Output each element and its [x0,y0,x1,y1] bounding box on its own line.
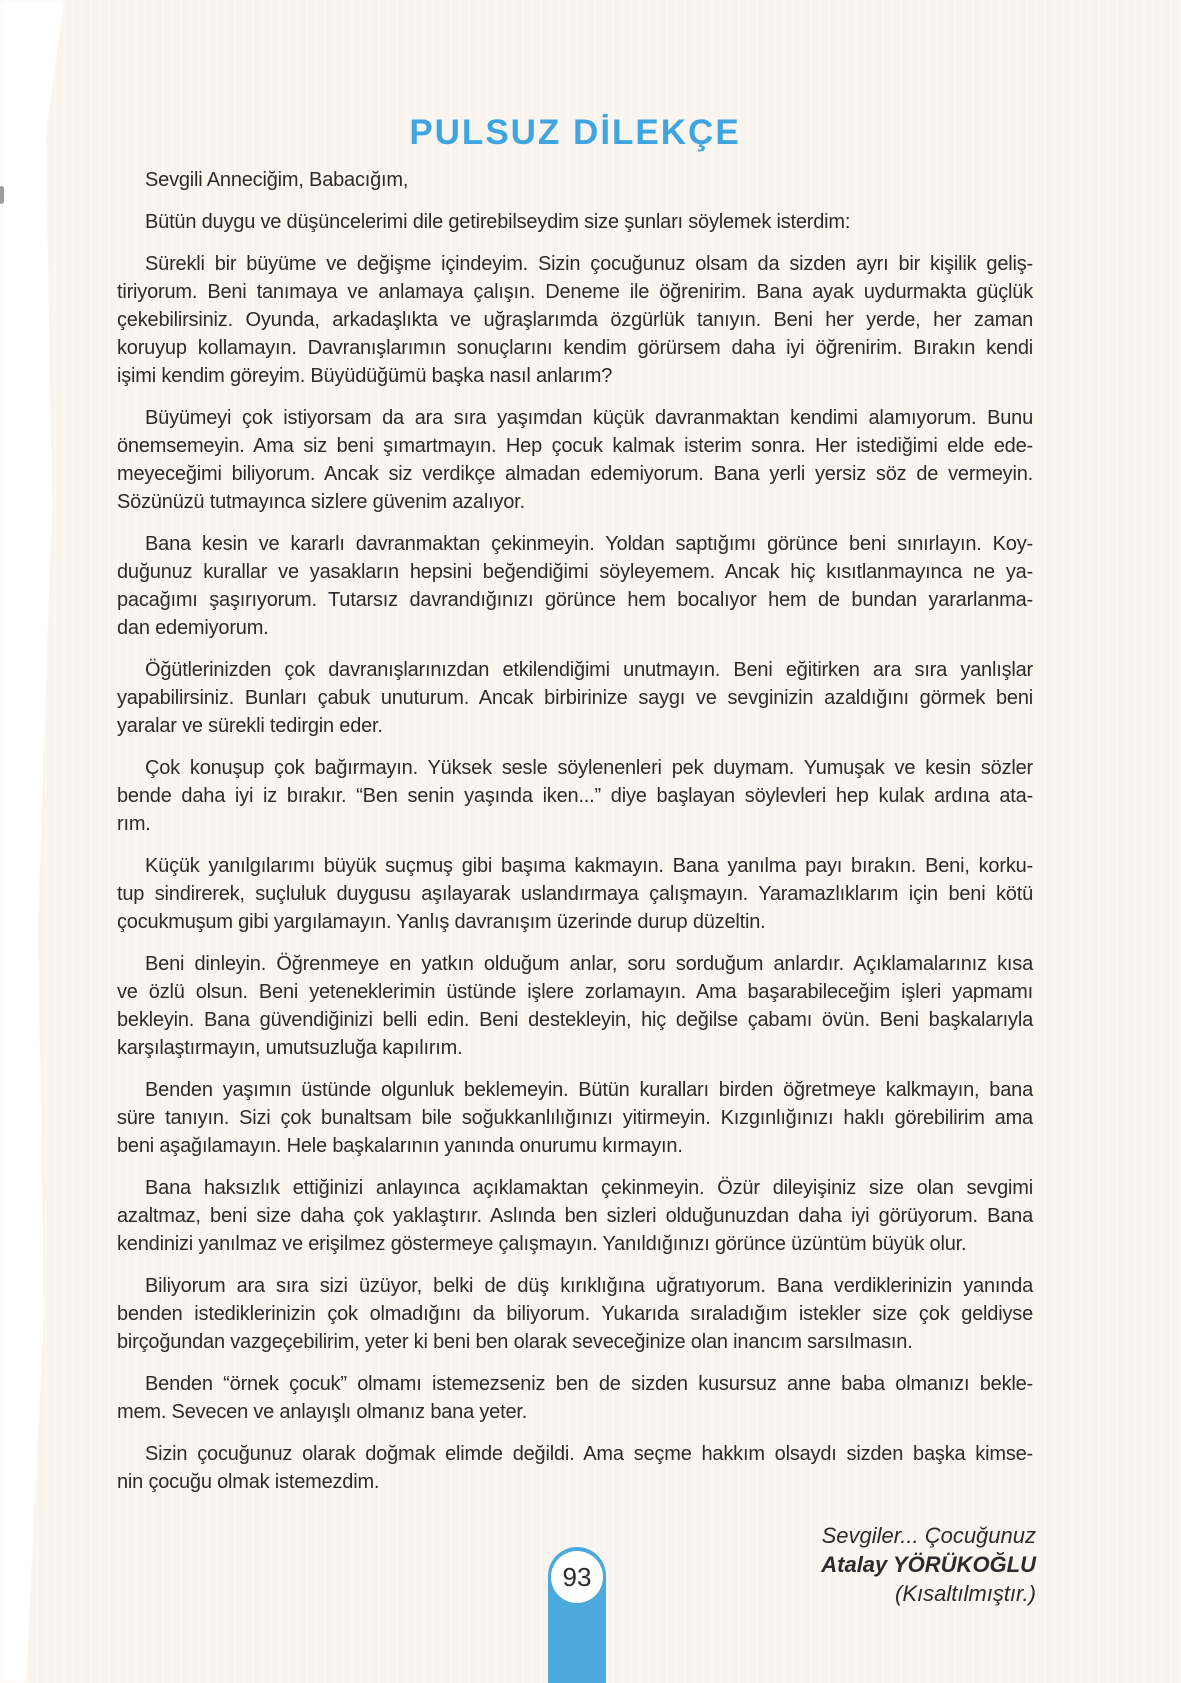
signature-closing: Sevgiler... Çocuğunuz [821,1523,1036,1548]
text-line: tiriyorum. Beni tanımaya ve anlamaya çalışın. Deneme ile öğrenirim. Bana ayak uydurmakta güçlük [117,281,1033,303]
text-line: bende daha iyi iz bırakır. “Ben senin yaşında iken...” diye başlayan söylevleri hep kulak ardına ata- [117,785,1033,807]
page-number: 93 [562,1561,592,1592]
signature-author: Atalay YÖRÜKOĞLU [821,1552,1036,1577]
page-title: PULSUZ DİLEKÇE [409,113,741,152]
text-line: Sürekli bir büyüme ve değişme içindeyim. Sizin çocuğunuz olsam da sizden ayrı bir kişilik geliş- [145,253,1033,275]
text-line: dan edemiyorum. [117,617,269,639]
text-line: Çok konuşup çok bağırmayın. Yüksek sesle söylenenleri pek duymam. Yumuşak ve kesin sözler [145,757,1033,779]
text-line: benden istediklerinizin çok olmadığını da biliyorum. Yukarıda sıraladığım istekler size çok geldiyse [117,1303,1033,1325]
page-number-tab [548,1547,606,1683]
text-line: Benden yaşımın üstünde olgunluk beklemeyin. Bütün kuralları birden öğretmeye kalkmayın, bana [145,1079,1033,1101]
paragraph-p3 [117,530,1033,642]
paragraph-p6 [117,852,1033,936]
signature-block [821,1521,1036,1608]
text-line: Beni dinleyin. Öğrenmeye en yatkın olduğum anlar, soru sorduğum anlardır. Açıklamalarınız kısa [145,953,1033,975]
paragraph-p8 [117,1076,1033,1160]
scan-artifact [0,186,4,204]
text-line: koruyup kollamayın. Davranışlarımın sonuçlarını kendim görürsem daha iyi öğrenirim. Bırakın kendi [117,337,1033,359]
text-line: tup sindirerek, suçluluk duygusu aşılayarak uslandırmaya çalışmayın. Yaramazlıklarım için beni kötü [117,883,1033,905]
paragraph-p2 [117,404,1033,516]
text-line: ve özlü olsun. Beni yeteneklerimin üstünde işlere zorlamayın. Ama başarabileceğim işleri yapmamı [117,981,1033,1003]
scan-torn-edge [0,0,90,1683]
paragraph-p9 [117,1174,1033,1258]
paragraph-p10 [117,1272,1033,1356]
text-line: Sevgili Anneciğim, Babacığım, [145,169,409,191]
text-line: Benden “örnek çocuk” olmamı istemezseniz ben de sizden kusursuz anne baba olmanızı bekle- [145,1373,1033,1395]
text-line: yaralar ve sürekli tedirgin eder. [117,715,383,737]
text-line: Bana kesin ve kararlı davranmaktan çekinmeyin. Yoldan saptığımı görünce beni sınırlayın. Koy- [145,533,1033,555]
text-line: beni aşağılamayın. Hele başkalarının yanında onurumu kırmayın. [117,1135,683,1157]
text-line: Öğütlerinizden çok davranışlarınızdan etkilendiğimi unutmayın. Beni eğitirken ara sıra yanlışlar [145,659,1033,681]
text-line: süre tanıyın. Sizi çok bunaltsam bile soğukkanlılığınızı yitirmeyin. Kızgınlığınızı haklı görebilirim ama [117,1107,1033,1129]
paragraph-p5 [117,754,1033,838]
text-line: Bana haksızlık ettiğinizi anlayınca açıklamaktan çekinmeyin. Özür dileyişiniz size olan sevgimi [145,1177,1033,1199]
letter-body [117,166,1033,1510]
text-line: duğunuz kurallar ve yasakların hepsini beğendiğimi söyleyemem. Ancak hiç kısıtlanmayınca ne ya- [117,561,1033,583]
text-line: rım. [117,813,151,835]
text-line: Bütün duygu ve düşüncelerimi dile getirebilseydim size şunları söylemek isterdim: [145,211,851,233]
text-line: mem. Sevecen ve anlayışlı olmanız bana yeter. [117,1401,528,1423]
signature-note: (Kısaltılmıştır.) [895,1581,1036,1606]
text-line: karşılaştırmayın, umutsuzluğa kapılırım. [117,1037,463,1059]
text-line: işimi kendim göreyim. Büyüdüğümü başka nasıl anlarım? [117,365,613,387]
page-number-badge [551,1551,603,1603]
paragraph-p12 [117,1440,1033,1496]
paragraph-intro [117,208,1033,236]
text-line: Biliyorum ara sıra sizi üzüyor, belki de düş kırıklığına uğratıyorum. Bana verdiklerinizin yanında [145,1275,1033,1297]
text-line: önemsemeyin. Ama siz beni şımartmayın. Hep çocuk kalmak isterim sonra. Her istediğimi elde ede- [117,435,1033,457]
text-line: çekebilirsiniz. Oyunda, arkadaşlıkta ve uğraşlarımda özgürlük tanıyın. Beni her yerde, her zaman [117,309,1033,331]
paragraph-p1 [117,250,1033,390]
text-line: Sizin çocuğunuz olarak doğmak elimde değildi. Ama seçme hakkım olsaydı sizden başka kimse- [145,1443,1033,1465]
paragraph-p4 [117,656,1033,740]
text-line: yapabilirsiniz. Bunları çabuk unuturum. Ancak birbirinize saygı ve sevginizin azaldığını görmek beni [117,687,1033,709]
text-line: Küçük yanılgılarımı büyük suçmuş gibi başıma kakmayın. Bana yanılma payı bırakın. Beni, korku- [145,855,1033,877]
text-line: kendinizi yanılmaz ve erişilmez göstermeye çalışmayın. Yanıldığınızı görünce üzüntüm büyük olur. [117,1233,967,1255]
paragraph-p7 [117,950,1033,1062]
text-line: nin çocuğu olmak istemezdim. [117,1471,380,1493]
paragraph-salutation [117,166,1033,194]
text-line: azaltmaz, beni size daha çok yaklaştırır. Aslında ben sizleri olduğunuzdan daha iyi görüyorum. Bana [117,1205,1033,1227]
text-line: Büyümeyi çok istiyorsam da ara sıra yaşımdan küçük davranmaktan kendimi alamıyorum. Bunu [145,407,1033,429]
text-line: birçoğundan vazgeçebilirim, yeter ki beni ben olarak seveceğinize olan inancım sarsılmasın. [117,1331,913,1353]
text-line: çocukmuşum gibi yargılamayın. Yanlış davranışım üzerinde durup düzeltin. [117,911,766,933]
paragraph-p11 [117,1370,1033,1426]
text-line: pacağımı şaşırıyorum. Tutarsız davrandığınızı görünce hem bocalıyor hem de bundan yararlanma- [117,589,1033,611]
text-line: bekleyin. Bana güvendiğinizi belli edin. Beni destekleyin, hiç değilse çabamı övün. Beni başkalarıyla [117,1009,1033,1031]
text-line: Sözünüzü tutmayınca sizlere güvenim azalıyor. [117,491,525,513]
text-line: meyeceğimi biliyorum. Ancak siz verdikçe almadan edemiyorum. Bana yerli yersiz söz de vermeyin. [117,463,1033,485]
